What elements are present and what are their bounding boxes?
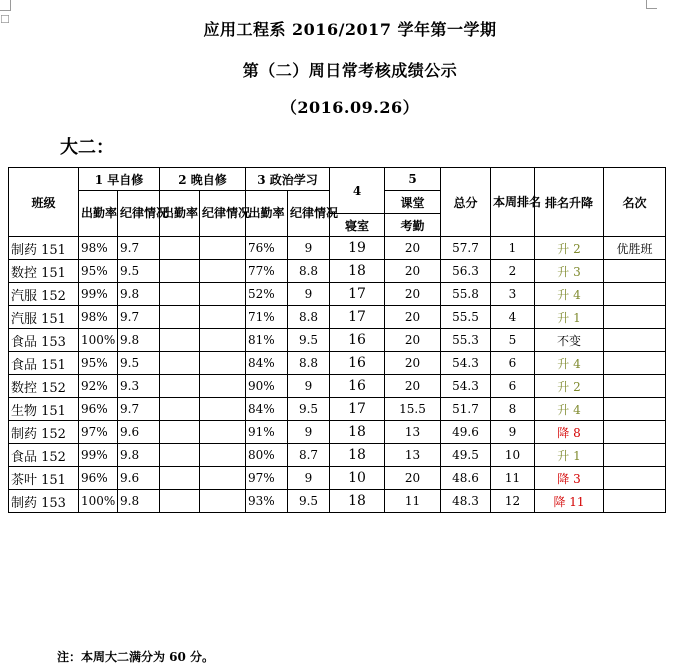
table-row <box>9 398 666 421</box>
cell-rank-change: 降 8 <box>535 421 604 444</box>
cell-politics-attendance: 77% <box>246 260 288 283</box>
cell-place: 优胜班 <box>604 237 666 260</box>
cell-rank-change: 降 11 <box>535 490 604 513</box>
cell-politics-attendance: 81% <box>246 329 288 352</box>
header-politics: 3 政治学习 <box>246 168 330 191</box>
header-dorm: 寝室 <box>330 214 385 237</box>
cell-rank-change: 升 1 <box>535 444 604 467</box>
cell-place <box>604 444 666 467</box>
cell-total: 48.6 <box>441 467 491 490</box>
table-row <box>9 306 666 329</box>
cell-evening-discipline <box>200 444 246 467</box>
cell-evening-attendance <box>160 398 200 421</box>
cell-evening-discipline <box>200 375 246 398</box>
header-class: 班级 <box>9 168 79 237</box>
cell-place <box>604 375 666 398</box>
cell-evening-attendance <box>160 329 200 352</box>
cell-class: 食品 151 <box>9 352 79 375</box>
cell-lesson: 20 <box>385 260 441 283</box>
cell-rank: 4 <box>491 306 535 329</box>
table-row <box>9 421 666 444</box>
cell-place <box>604 329 666 352</box>
cell-morning-discipline: 9.5 <box>118 352 160 375</box>
cell-dorm: 18 <box>330 444 385 467</box>
cell-dorm: 16 <box>330 375 385 398</box>
cell-politics-discipline: 9.5 <box>288 490 330 513</box>
cell-place <box>604 352 666 375</box>
cell-evening-attendance <box>160 421 200 444</box>
cell-morning-attendance: 96% <box>79 398 118 421</box>
cell-total: 57.7 <box>441 237 491 260</box>
table-row <box>9 375 666 398</box>
cell-morning-discipline: 9.6 <box>118 467 160 490</box>
cell-place <box>604 467 666 490</box>
cell-lesson: 11 <box>385 490 441 513</box>
cell-evening-attendance <box>160 352 200 375</box>
cell-evening-attendance <box>160 490 200 513</box>
cell-class: 汽服 151 <box>9 306 79 329</box>
cell-rank: 6 <box>491 375 535 398</box>
cell-morning-discipline: 9.8 <box>118 283 160 306</box>
cell-morning-attendance: 95% <box>79 260 118 283</box>
cell-morning-attendance: 99% <box>79 283 118 306</box>
cell-politics-discipline: 9 <box>288 421 330 444</box>
cell-morning-attendance: 100% <box>79 490 118 513</box>
cell-rank-change: 升 2 <box>535 375 604 398</box>
cell-morning-discipline: 9.5 <box>118 260 160 283</box>
document-subtitle: 第（二）周日常考核成绩公示 <box>242 61 458 80</box>
cell-total: 54.3 <box>441 375 491 398</box>
cell-rank: 10 <box>491 444 535 467</box>
cell-total: 51.7 <box>441 398 491 421</box>
cell-politics-discipline: 8.7 <box>288 444 330 467</box>
cell-evening-attendance <box>160 375 200 398</box>
cell-politics-attendance: 90% <box>246 375 288 398</box>
cell-class: 制药 151 <box>9 237 79 260</box>
cell-place <box>604 398 666 421</box>
cell-place <box>604 490 666 513</box>
cell-dorm: 18 <box>330 260 385 283</box>
cell-lesson: 15.5 <box>385 398 441 421</box>
document-date: （2016.09.26） <box>280 98 420 117</box>
cell-morning-discipline: 9.3 <box>118 375 160 398</box>
cell-politics-attendance: 71% <box>246 306 288 329</box>
cell-evening-attendance <box>160 306 200 329</box>
header-place: 名次 <box>604 168 666 237</box>
cell-morning-discipline: 9.8 <box>118 329 160 352</box>
cell-evening-discipline <box>200 398 246 421</box>
cell-politics-discipline: 9 <box>288 283 330 306</box>
cell-politics-attendance: 76% <box>246 237 288 260</box>
cell-total: 54.3 <box>441 352 491 375</box>
cell-rank-change: 升 4 <box>535 398 604 421</box>
cell-evening-attendance <box>160 467 200 490</box>
cell-class: 食品 153 <box>9 329 79 352</box>
cell-politics-discipline: 9.5 <box>288 398 330 421</box>
cell-morning-discipline: 9.6 <box>118 421 160 444</box>
cell-dorm: 17 <box>330 306 385 329</box>
cell-total: 49.5 <box>441 444 491 467</box>
cell-total: 55.5 <box>441 306 491 329</box>
score-table-body <box>9 237 666 513</box>
cell-evening-attendance <box>160 283 200 306</box>
cell-rank: 6 <box>491 352 535 375</box>
cell-politics-attendance: 80% <box>246 444 288 467</box>
cell-class: 茶叶 151 <box>9 467 79 490</box>
cell-evening-attendance <box>160 260 200 283</box>
header-lesson-attendance: 考勤 <box>385 214 441 237</box>
table-row <box>9 237 666 260</box>
cell-politics-attendance: 91% <box>246 421 288 444</box>
cell-class: 生物 151 <box>9 398 79 421</box>
cell-dorm: 18 <box>330 490 385 513</box>
cell-dorm: 16 <box>330 329 385 352</box>
cell-evening-attendance <box>160 444 200 467</box>
cell-politics-discipline: 9 <box>288 237 330 260</box>
cell-morning-discipline: 9.7 <box>118 398 160 421</box>
cell-morning-attendance: 92% <box>79 375 118 398</box>
cell-evening-discipline <box>200 260 246 283</box>
score-table <box>8 167 666 513</box>
header-evening: 2 晚自修 <box>160 168 246 191</box>
header-lesson-number: 5 <box>385 168 441 191</box>
cell-lesson: 20 <box>385 237 441 260</box>
cell-morning-discipline: 9.8 <box>118 490 160 513</box>
cell-rank: 11 <box>491 467 535 490</box>
cell-morning-discipline: 9.8 <box>118 444 160 467</box>
header-total: 总分 <box>441 168 491 237</box>
cell-politics-discipline: 9 <box>288 467 330 490</box>
footnote: 注：本周大二满分为 60 分。 <box>57 650 215 664</box>
cell-evening-discipline <box>200 283 246 306</box>
cell-dorm: 16 <box>330 352 385 375</box>
cell-rank: 8 <box>491 398 535 421</box>
cell-politics-attendance: 93% <box>246 490 288 513</box>
cell-rank-change: 升 3 <box>535 260 604 283</box>
cell-class: 数控 152 <box>9 375 79 398</box>
cell-morning-attendance: 99% <box>79 444 118 467</box>
cell-lesson: 13 <box>385 444 441 467</box>
cell-evening-discipline <box>200 467 246 490</box>
document-title: 应用工程系 2016/2017 学年第一学期 <box>203 20 497 39</box>
cell-rank: 12 <box>491 490 535 513</box>
header-lesson: 课堂 <box>385 191 441 214</box>
cell-morning-discipline: 9.7 <box>118 237 160 260</box>
cell-morning-attendance: 96% <box>79 467 118 490</box>
cell-politics-attendance: 52% <box>246 283 288 306</box>
cell-rank: 3 <box>491 283 535 306</box>
cell-morning-attendance: 100% <box>79 329 118 352</box>
header-rank-change: 排名升降 <box>535 168 604 237</box>
cell-politics-attendance: 84% <box>246 352 288 375</box>
cell-total: 55.3 <box>441 329 491 352</box>
page-corner-mark-right <box>646 0 657 9</box>
cell-morning-discipline: 9.7 <box>118 306 160 329</box>
header-dorm-number: 4 <box>330 168 385 214</box>
cell-place <box>604 260 666 283</box>
header-evening-discipline: 纪律情况 <box>200 191 246 237</box>
cell-class: 汽服 152 <box>9 283 79 306</box>
table-row <box>9 467 666 490</box>
section-label: 大二： <box>60 137 114 158</box>
cell-politics-attendance: 84% <box>246 398 288 421</box>
cell-lesson: 20 <box>385 329 441 352</box>
cell-rank-change: 升 4 <box>535 352 604 375</box>
table-row <box>9 260 666 283</box>
header-week-rank: 本周排名 <box>491 168 535 237</box>
cell-rank-change: 降 3 <box>535 467 604 490</box>
cell-total: 49.6 <box>441 421 491 444</box>
cell-politics-discipline: 8.8 <box>288 306 330 329</box>
table-row <box>9 352 666 375</box>
cell-lesson: 20 <box>385 352 441 375</box>
side-tab-icon[interactable]: ☐ <box>0 13 10 26</box>
cell-morning-attendance: 97% <box>79 421 118 444</box>
cell-class: 食品 152 <box>9 444 79 467</box>
header-morning-discipline: 纪律情况 <box>118 191 160 237</box>
cell-rank-change: 升 4 <box>535 283 604 306</box>
cell-lesson: 13 <box>385 421 441 444</box>
cell-rank: 1 <box>491 237 535 260</box>
cell-dorm: 17 <box>330 398 385 421</box>
cell-lesson: 20 <box>385 375 441 398</box>
header-politics-discipline: 纪律情况 <box>288 191 330 237</box>
header-evening-attendance: 出勤率 <box>160 191 200 237</box>
cell-evening-discipline <box>200 329 246 352</box>
cell-rank-change: 升 1 <box>535 306 604 329</box>
cell-politics-attendance: 97% <box>246 467 288 490</box>
cell-total: 56.3 <box>441 260 491 283</box>
cell-rank: 9 <box>491 421 535 444</box>
cell-morning-attendance: 98% <box>79 237 118 260</box>
cell-class: 制药 152 <box>9 421 79 444</box>
table-row <box>9 490 666 513</box>
cell-place <box>604 421 666 444</box>
cell-evening-discipline <box>200 490 246 513</box>
cell-politics-discipline: 9.5 <box>288 329 330 352</box>
cell-rank: 5 <box>491 329 535 352</box>
cell-dorm: 19 <box>330 237 385 260</box>
header-politics-attendance: 出勤率 <box>246 191 288 237</box>
cell-morning-attendance: 95% <box>79 352 118 375</box>
cell-evening-discipline <box>200 237 246 260</box>
cell-morning-attendance: 98% <box>79 306 118 329</box>
cell-evening-attendance <box>160 237 200 260</box>
cell-class: 数控 151 <box>9 260 79 283</box>
cell-dorm: 17 <box>330 283 385 306</box>
cell-politics-discipline: 8.8 <box>288 260 330 283</box>
cell-lesson: 20 <box>385 306 441 329</box>
cell-dorm: 10 <box>330 467 385 490</box>
cell-rank-change: 不变 <box>535 329 604 352</box>
cell-rank-change: 升 2 <box>535 237 604 260</box>
header-morning-attendance: 出勤率 <box>79 191 118 237</box>
cell-politics-discipline: 9 <box>288 375 330 398</box>
cell-class: 制药 153 <box>9 490 79 513</box>
header-morning: 1 早自修 <box>79 168 160 191</box>
cell-total: 48.3 <box>441 490 491 513</box>
table-row <box>9 283 666 306</box>
cell-place <box>604 306 666 329</box>
cell-evening-discipline <box>200 306 246 329</box>
cell-evening-discipline <box>200 421 246 444</box>
page-corner-mark <box>0 0 11 11</box>
cell-place <box>604 283 666 306</box>
cell-total: 55.8 <box>441 283 491 306</box>
cell-dorm: 18 <box>330 421 385 444</box>
cell-politics-discipline: 8.8 <box>288 352 330 375</box>
table-row <box>9 329 666 352</box>
cell-rank: 2 <box>491 260 535 283</box>
cell-evening-discipline <box>200 352 246 375</box>
cell-lesson: 20 <box>385 283 441 306</box>
cell-lesson: 20 <box>385 467 441 490</box>
table-row <box>9 444 666 467</box>
